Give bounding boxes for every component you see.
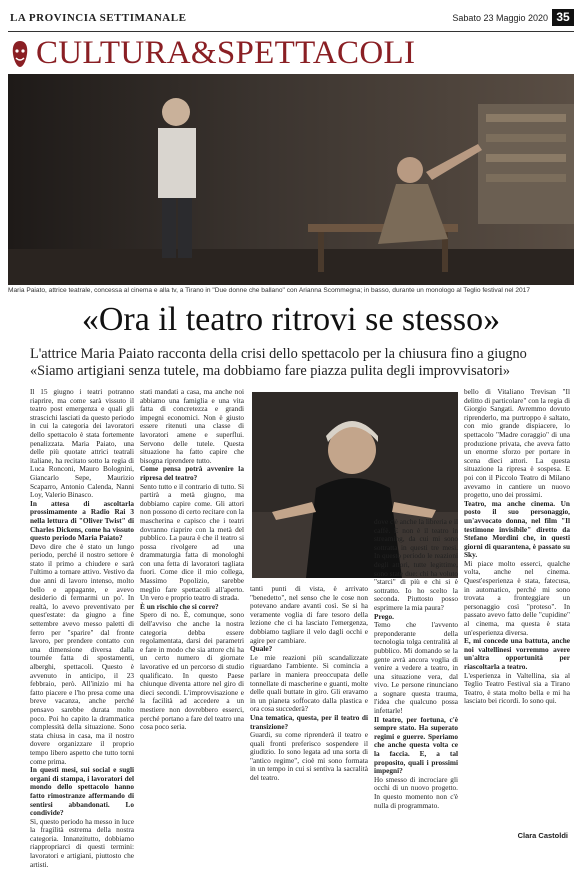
paragraph: Ho smesso di incrociare gli occhi di un nuovo progetto. In questo momento non c'è nulla di programmato. xyxy=(374,774,458,810)
paragraph: Le mie reazioni più scandalizzate riguardano l'ambiente. Si comincia a parlare in maniera preoccupata delle tonnellate di mascherine e guanti, molte delle quali buttate in giro. Gli eravamo in un pianeta soffocato dalla plastica e ora cosa succederà? xyxy=(250,652,368,714)
question: In questi mesi, sui social e sugli organi di stampa, i lavoratori del mondo dello spettacolo hanno fatto rimostranze affermando di sentirsi abbandonati. Lo condivide? xyxy=(30,765,134,818)
stage-photo-image xyxy=(8,74,574,285)
paragraph: Temo che l'avvento preponderante della tecnologia tolga centralità al pubblico. Mi domando se la gente avrà ancora voglia di venire a vedere a teatro, in una situazione vera, dal vivo. Le persone rinunciano a sognare questa trauma, l'idea che qualcuno possa infettarle! xyxy=(374,620,458,716)
article-column-1 xyxy=(30,387,134,869)
paragraph: bello di Vitaliano Trevisan "Il delitto di particolare" con la regia di Giorgio Sangati. Avremmo dovuto riprenderlo, ma purtroppo è saltato, con mio grande dispiacere, lo spettacolo "Madre coraggio" di una produzione privata, che aveva fatto un enorme sforzo per portare in scena dieci attori. La questa situazione la ripresa è sospesa. E poi con il Piccolo Teatro di Milano avevamo in cantiere un nuovo progetto, uno dei prossimi. xyxy=(464,387,570,500)
question: Come pensa potrà avvenire la ripresa del teatro? xyxy=(140,464,244,482)
article-column-4 xyxy=(374,518,458,838)
paragraph: dove c'è anche la libreria e il caffè. E non è il teatro in streaming, da cui mi sono sottratta in questi tre mesi. In questo periodo le reazioni degli attori, tutte legittime, sono state due: chi ha voluto "starci" di più e chi si è sottratto. Io ho scelto la seconda. Piuttosto posso esprimere la mia paura? xyxy=(374,517,458,612)
paragraph: Devo dire che è stato un lungo periodo, perché il nostro settore è stato il primo a chiudere e sarà l'ultimo a tornare attivo. Vestivo da due anni di lavoro intenso, molto bello e appagante, e avevo desiderio di fermarmi un po'. In realtà, lo avevo preventivato per quest'estate: da giugno a fine settembre avevo messo paletti di ferro per "sparire" dal fronte lavoro, per prendere contatto con una dimensione diversa dalla tournée fatta di spostamenti, alberghi, spettacoli. Questo è avvenuto in anticipo, il 23 febbraio, però. All'inizio mi ha fatto piacere e l'ho presa come una breve vacanza, anche perché pensavo sarebbe durata molto poco. Poi ho capito la drammatica complessità della situazione. Sono stata chiusa in casa, ma il nostro dovere organizzare il proprio tempo libero aspetto che tutto torni come prima. xyxy=(30,541,134,766)
question: Una tematica, questa, per il teatro di transizione? xyxy=(250,712,368,731)
author-byline: Clara Castoldi xyxy=(517,831,568,840)
paragraph: stati mandati a casa, ma anche noi abbiamo una famiglia e una vita fatta di concretezza e grandi impegni economici. Non è giusto essere ritenuti una classe di lavoratori amene e superflui. Servono delle tutele. Questa situazione ha fatto capire che bisogna riprendere tutto. xyxy=(140,387,244,465)
theater-mask-icon xyxy=(10,39,30,69)
paragraph: Mi piace molto esserci, qualche volta, anche nel cinema. Quest'esperienza è stata, fatecusa, in automatico, perché mi sono trovata a fronteggiare un personaggio così "proteso". In passato avevo fatto delle "cupidine" al cinema, ma questa è stata un'esperienza diversa. xyxy=(464,558,570,637)
masthead-rule xyxy=(8,31,574,32)
paragraph: L'esperienza in Valtellina, sia al Teglio Teatro Festival sia a Tirano Teatro, è stata molto bella e mi ha lasciato bei ricordi. Io sono qui. xyxy=(464,670,570,706)
question: In attesa di ascoltarla prossimamente a Radio Rai 3 nella lettura di "Oliver Twist" di Charles Dickens, come ha vissuto questo periodo Maria Paiato? xyxy=(30,498,134,543)
question: E, mi concede una battuta, anche noi valtellinesi vorremmo avere un'altra opportunità per riascoltarla a teatro. xyxy=(464,636,570,671)
issue-date: Sabato 23 Maggio 2020 xyxy=(452,13,548,23)
paragraph: Spero di no. È, comunque, sono dell'avviso che anche la nostra categoria debba essere regolamentata, darsi dei parametri e fare in modo che sia attore chi ha un certo numero di giornate lavorative ed un percorso di studio qualificato. In questo Paese chiunque diventa attore nel giro di dieci secondi. L'improvvisazione e la facilità ad accedere a un mestiere non dovrebbero esserci, perché portano a fare del teatro una cosa poco seria. xyxy=(140,610,244,732)
question: Prego. xyxy=(374,611,394,621)
page-number: 35 xyxy=(552,9,574,26)
subhead-line-1: L'attrice Maria Paiato racconta della crisi dello spettacolo per la chiusura fino a giugno xyxy=(30,346,527,362)
section-title: CULTURA&SPETTACOLI xyxy=(36,35,416,71)
subhead-line-2: «Siamo artigiani senza tutele, ma dobbiamo fare piazza pulita degli improvvisatori» xyxy=(30,363,510,379)
headline: «Ora il teatro ritrovi se stesso» xyxy=(81,301,501,338)
article-column-2 xyxy=(140,388,244,838)
paragraph: tanti punti di vista, è arrivato "benedetto", nel senso che le cose non potevano andare avanti così. Se si ha veramente voglia di fare tesoro della lezione che ci ha lasciato l'emergenza, dobbiamo tagliare il velo dagli occhi e agire per cambiare. xyxy=(250,584,368,645)
article-column-3 xyxy=(250,585,368,838)
question: Teatro, ma anche cinema. Un posto il suo personaggio, un'avvocato donna, nel film "Il testimone invisibile" diretto da Stefano Mordini che, in questi giorni di quarantena, è passato su Sky. xyxy=(464,498,570,560)
stage-photo xyxy=(8,74,574,285)
paragraph: Sento tutto e il contrario di tutto. Si partirà a metà giugno, ma dobbiamo capire come. Gli attori non possono di certo recitare con la mascherina e capisco che i teatri dovranno riaprire con la metà del pubblico. La paura è che il teatro si possa rivolgere ad una drammaturgia fatta di monologhi con una fetta di lavoratori tagliata fuori. Come dice il mio collega, Massimo Popolizio, sarebbe meglio fare spettacoli all'aperto. Un vero e proprio teatro di strada. xyxy=(140,481,244,603)
subhead xyxy=(30,346,560,380)
section-header xyxy=(8,33,574,73)
question: Il teatro, per fortuna, c'è sempre stato. Ha superato regimi e guerre. Speriamo che anche questa volta ce la faccia. E, a tal proposito, quali i prossimi impegni? xyxy=(374,714,458,776)
article-column-5 xyxy=(464,388,570,838)
paragraph: Sì, questo periodo ha messo in luce la fragilità estrema della nostra categoria. Innanzitutto, dobbiamo riappropriarci di questi termini: lavoratori e artigiani, piuttosto che artisti. xyxy=(30,816,134,869)
photo-caption: Maria Paiato, attrice teatrale, concessa al cinema e alla tv, a Tirano in "Due donne che ballano" con Arianna Scommegna; in basso, durante un monologo al Teglio festival nel 2017 xyxy=(8,287,530,294)
paragraph: Guardi, su come riprenderà il teatro e quali fronti preferisco sospendere il giudizio. Io sono legata ad una sorta di "antico regime", cioè mi sono formata in un tempo in cui si sentiva la sacralità del teatro. xyxy=(250,730,368,783)
question: È un rischio che si corre? xyxy=(140,601,219,611)
paper-name: LA PROVINCIA SETTIMANALE xyxy=(10,12,187,24)
question: Quale? xyxy=(250,644,273,654)
paragraph: Il 15 giugno i teatri potranno riaprire, ma come sarà vissuto il teatro post emergenza e quali gli strascichi lasciati da questo periodo in cui la categoria dei lavoratori dello spettacolo è stata fortemente penalizzata. Maria Paiato, una delle più quotate attrici teatrali italiane, ha recitato sotto la regia di Luca Ronconi, Mauro Bolognini, Giancarlo Sepe, Maurizio Scaparro, Antonio Calenda, Nanni Loy, Valerio Binasco. xyxy=(30,387,134,500)
